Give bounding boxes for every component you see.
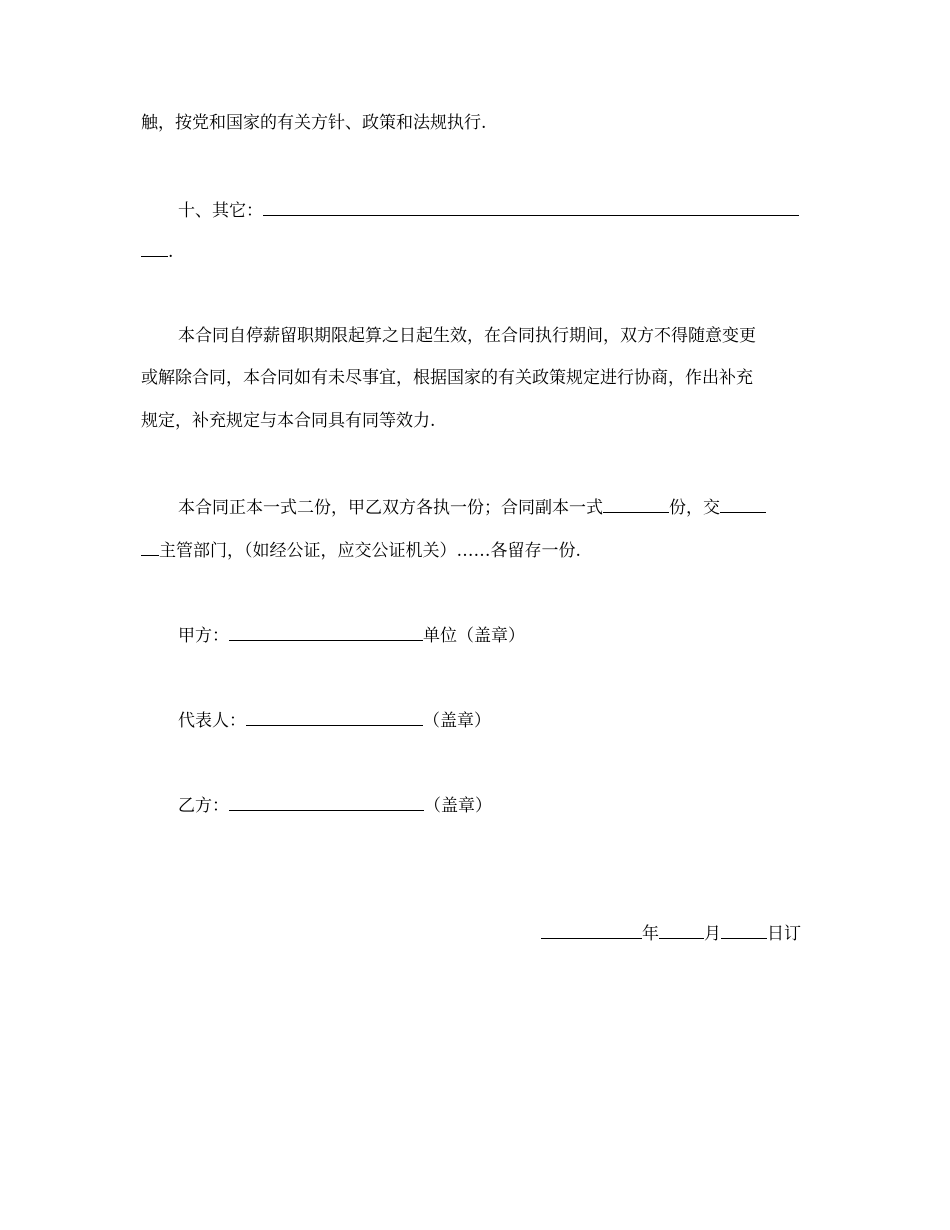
effect-paragraph-line-2 [141, 368, 753, 388]
copies-paragraph-line-1 [178, 496, 766, 518]
party-b-blank [229, 794, 424, 811]
party-b-label: 乙方： [178, 796, 229, 816]
party-b-line [178, 794, 492, 816]
month-label: 月 [704, 924, 721, 944]
party-a-label: 甲方： [178, 626, 229, 646]
party-b-suffix: （盖章） [424, 796, 492, 816]
copies-paragraph-line-2 [141, 539, 581, 561]
department-blank-continued [141, 539, 159, 556]
section-10-line-1 [178, 199, 799, 221]
representative-line [178, 709, 491, 731]
representative-label: 代表人： [178, 711, 246, 731]
section-10-blank [263, 199, 799, 216]
paragraph-text: 本合同正本一式二份，甲乙双方各执一份；合同副本一式 [178, 498, 603, 518]
paragraph-text: 份，交 [669, 498, 720, 518]
day-blank [721, 922, 767, 939]
party-a-suffix: 单位（盖章） [423, 626, 525, 646]
effect-paragraph-line-1 [178, 326, 756, 346]
paragraph-text: 主管部门，（如经公证，应交公证机关）……各留存一份. [159, 541, 581, 561]
date-line [541, 922, 801, 944]
effect-paragraph-line-3 [141, 411, 435, 431]
year-blank [541, 922, 642, 939]
paragraph-text: 或解除合同，本合同如有未尽事宜，根据国家的有关政策规定进行协商，作出补充 [141, 368, 753, 388]
year-label: 年 [642, 924, 659, 944]
department-blank [720, 496, 766, 513]
section-10-label: 十、其它： [178, 201, 263, 221]
party-a-line [178, 624, 525, 646]
copies-count-blank [603, 496, 669, 513]
paragraph-text: 本合同自停薪留职期限起算之日起生效，在合同执行期间，双方不得随意变更 [178, 326, 756, 346]
section-10-end: . [168, 242, 174, 262]
paragraph-continuation [141, 113, 486, 133]
representative-blank [246, 709, 423, 726]
party-a-blank [229, 624, 423, 641]
month-blank [659, 922, 704, 939]
representative-suffix: （盖章） [423, 711, 491, 731]
section-10-line-2 [141, 240, 173, 262]
paragraph-text: 规定，补充规定与本合同具有同等效力. [141, 411, 436, 431]
paragraph-text: 触，按党和国家的有关方针、政策和法规执行. [141, 113, 487, 133]
section-10-blank-continued [141, 240, 168, 257]
day-label: 日订 [767, 924, 801, 944]
